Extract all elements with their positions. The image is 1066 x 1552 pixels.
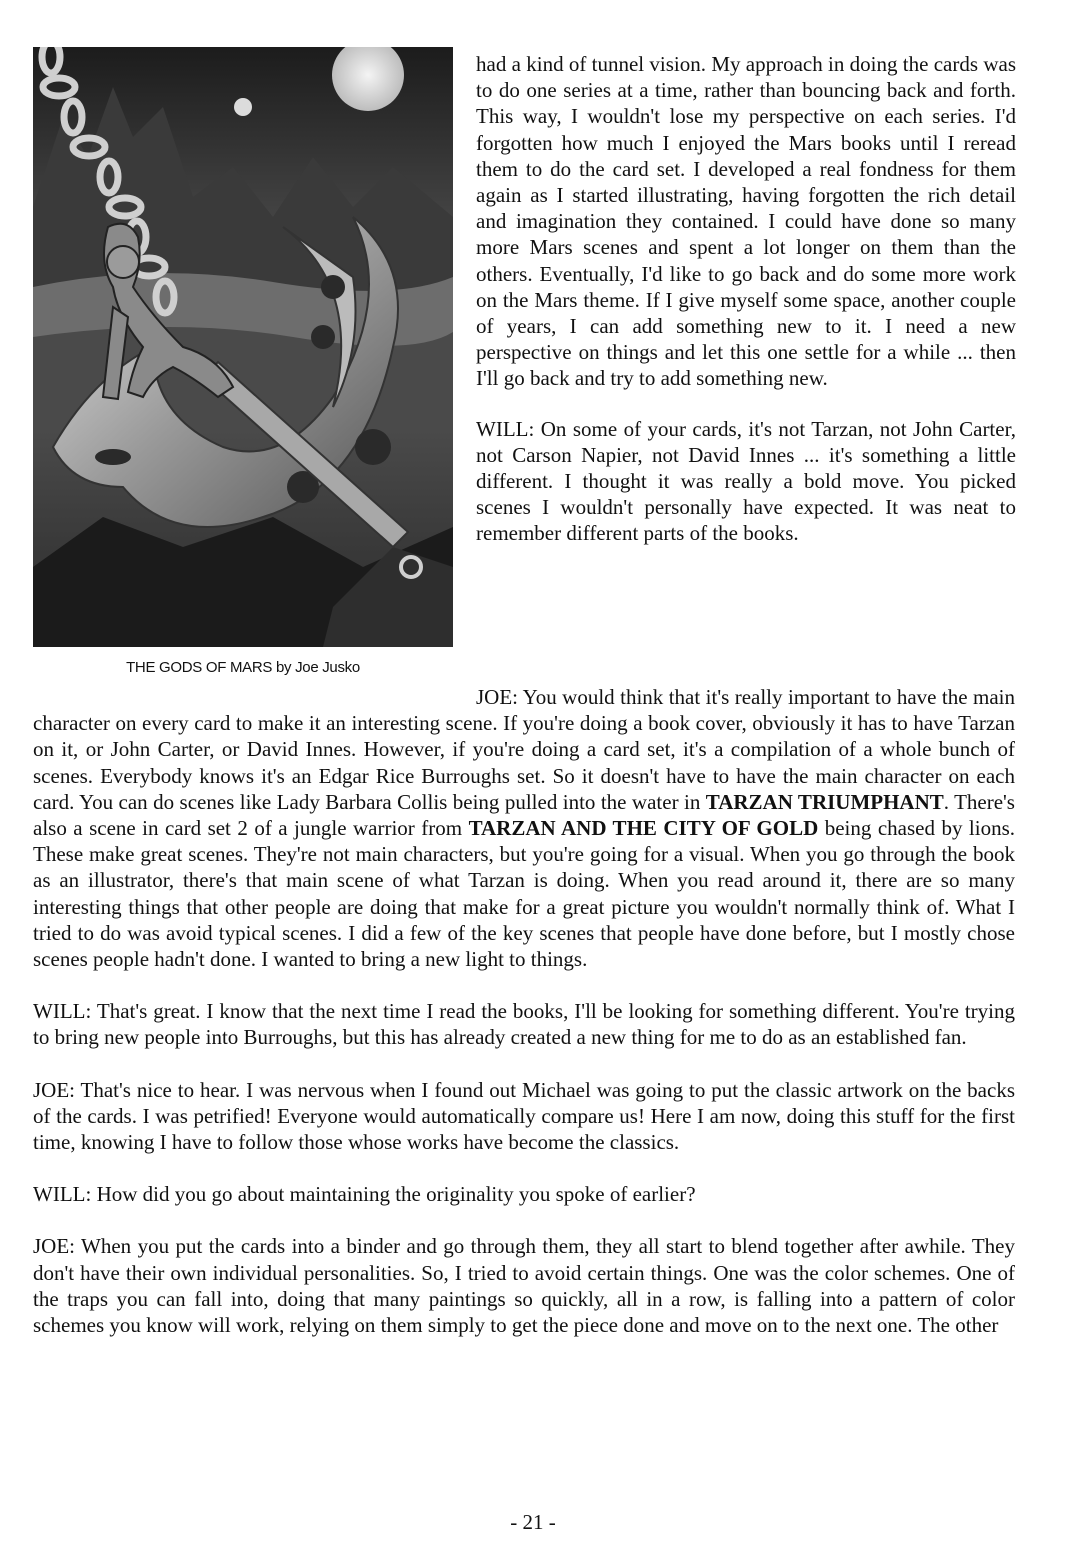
paragraph: [33, 1181, 1015, 1207]
full-width-text: [33, 684, 1015, 1364]
paragraph-text: How did you go about maintaining the originality you spoke of earlier?: [91, 1182, 696, 1207]
right-column-text: [476, 51, 1016, 571]
speaker-label: JOE:: [33, 1077, 75, 1102]
paragraph-text: On some of your cards, it's not Tarzan, not John Carter, not Carson Napier, not David Innes ... it's something a little different. I thought it was really a bold move. You picked scenes I wouldn't personally have expected. It was neat to remember different parts of the books.: [476, 416, 1016, 546]
illustration-gods-of-mars: [33, 47, 453, 647]
figure-caption: THE GODS OF MARS by Joe Jusko: [126, 659, 360, 676]
paragraph-text: When you put the cards into a binder and go through them, they all start to blend together after awhile. They don't have their own individual personalities. So, I tried to avoid certain things. One was the color schemes. One of the traps you can fall into, doing that many paintings so quickly, all in a row, is falling into a pattern of color schemes you know will work, relying on them simply to get the piece done and move on to the next one. The other: [33, 1234, 1015, 1338]
speaker-label: WILL:: [33, 999, 92, 1024]
paragraph-text: You would think that it's really important to have the main character on every card to make it an interesting scene. If you're doing a book cover, obviously it has to have Tarzan on it, or John Carter, or David Innes. However, if you're doing a card set, it's a compilation of a whole bunch of scenes. Everybody knows it's an Edgar Rice Burroughs set. So it doesn't have to have the main character on each card. You can do scenes like Lady Barbara Collis being pulled into the water in: [33, 685, 1015, 814]
speaker-label: WILL:: [33, 1182, 92, 1207]
paragraph: [33, 1077, 1015, 1156]
speaker-label: JOE:: [33, 1234, 75, 1259]
book-title: TARZAN AND THE CITY OF GOLD: [468, 816, 819, 841]
page-number: - 21 -: [510, 1510, 556, 1534]
paragraph: had a kind of tunnel vision. My approach in doing the cards was to do one series at a time, rather than bouncing back and forth. This way, I wouldn't lose my perspective on each series. I'd forgotten how much I enjoyed the Mars books until I reread them to do the card set. I developed a real fondness for them again as I started illustrating, having forgotten the rich detail and imagination they contained. I could have done so many more Mars scenes and spent a lot longer on them than the others. Eventually, I'd like to go back and do some more work on the Mars theme. If I give myself some space, another couple of years, I can add something new to it. I need a new perspective on things and let this one settle for a while ... then I'll go back and try to add something new.: [476, 52, 1016, 391]
paragraph-text: being chased by lions. These make great scenes. They're not main characters, but you're going for a visual. When you go through the book as an illustrator, there's that main scene of what Tarzan is doing. When you read around it, there are so many interesting things that other people are doing that make for a great picture you wouldn't normally think of. What I tried to do was avoid typical scenes. I did a few of the key scenes that people have done before, but I mostly chose scenes people hadn't done. I wanted to bring a new light to things.: [33, 816, 1015, 972]
paragraph: [33, 1233, 1015, 1338]
paragraph-text: . There's also a scene in card set 2 of a jungle warrior from: [33, 789, 1015, 841]
book-title: TARZAN TRIUMPHANT: [705, 789, 944, 814]
paragraph: [476, 416, 1016, 547]
paragraph-text: That's nice to hear. I was nervous when I found out Michael was going to put the classic artwork on the backs of the cards. I was petrified! Everyone would automatically compare us! Here I am now, doing this stuff for the first time, knowing I have to follow those whose works have become the classics.: [33, 1077, 1015, 1155]
paragraph: [33, 998, 1015, 1050]
speaker-label: WILL:: [476, 416, 535, 441]
illustration-art: [33, 47, 453, 647]
paragraph: [33, 684, 1015, 972]
speaker-label: JOE:: [476, 685, 518, 709]
paragraph-text: That's great. I know that the next time I read the books, I'll be looking for something different. You're trying to bring new people into Burroughs, but this has already created a new thing for me to do as an established fan.: [33, 999, 1015, 1050]
